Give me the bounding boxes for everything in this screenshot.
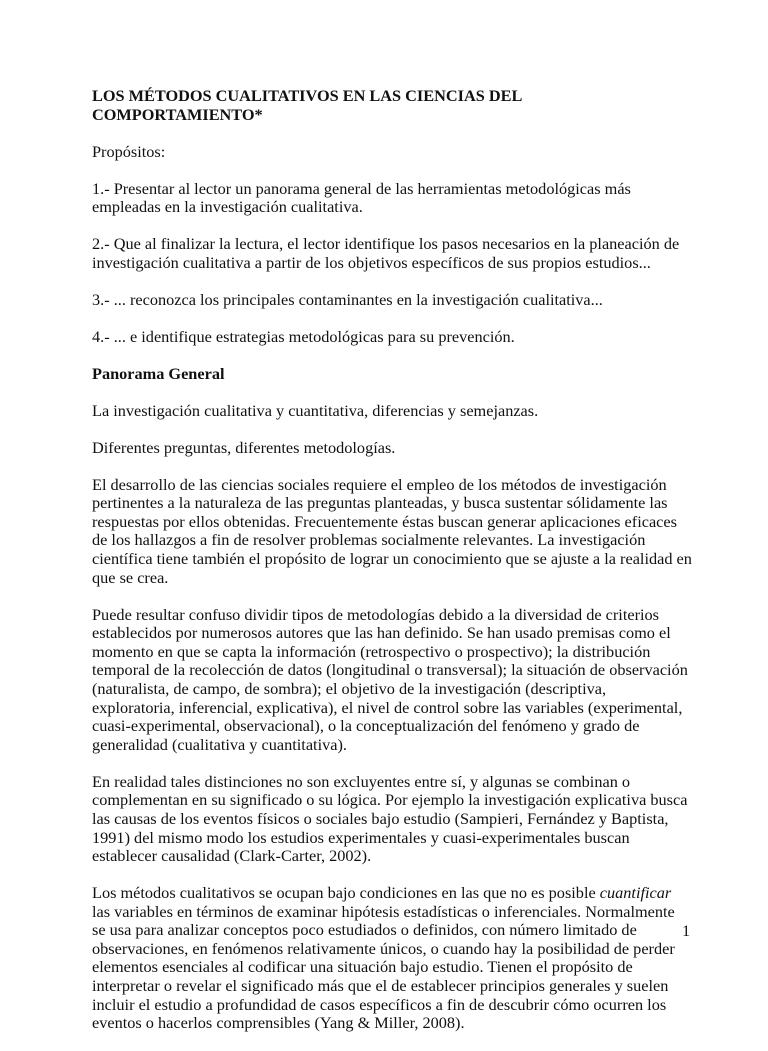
body-paragraph: El desarrollo de las ciencias sociales requiere el empleo de los métodos de investigación pertinentes a la naturaleza de las preguntas planteadas, y busca sustentar sólidamente las respuestas por ellos obtenidas. Frecuentemente éstas buscan generar aplicaciones eficaces de los hallazgos a fin de resolver problemas socialmente relevantes. La investigación científica tiene también el propósito de lograr un conocimiento que se ajuste a la realidad en que se crea. bbox=[92, 474, 692, 587]
purposes-label: Propósitos: bbox=[92, 141, 166, 161]
paragraph-text: las variables en términos de examinar hipótesis estadísticas o inferenciales. Normalmente se usa para analizar conceptos poco estudiados o definidos, con número limitado de observaciones, en fenómenos relativamente únicos, o cuando hay la posibilidad de perder elementos esenciales al codificar una situación bajo estudio. Tienen el propósito de interpretar o revelar el significado más que el de establecer principios generales y suelen incluir el estudio a profundidad de casos específicos a fin de descubrir cómo ocurren los eventos o hacerlos comprensibles (Yang & Miller, 2008). bbox=[92, 901, 675, 1033]
section-heading: Panorama General bbox=[92, 363, 225, 383]
purpose-item: 4.- ... e identifique estrategias metodológicas para su prevención. bbox=[92, 326, 515, 346]
body-paragraph bbox=[92, 884, 692, 1033]
subheading: Diferentes preguntas, diferentes metodologías. bbox=[92, 437, 396, 457]
subheading: La investigación cualitativa y cuantitativa, diferencias y semejanzas. bbox=[92, 400, 539, 420]
purpose-item: 3.- ... reconozca los principales contaminantes en la investigación cualitativa... bbox=[92, 289, 603, 309]
page-number: 1 bbox=[682, 921, 691, 940]
body-paragraph: En realidad tales distinciones no son excluyentes entre sí, y algunas se combinan o complementan en su significado o su lógica. Por ejemplo la investigación explicativa busca las causas de los eventos físicos o sociales bajo estudio (Sampieri, Fernández y Baptista, 1991) del mismo modo los estudios experimentales y cuasi-experimentales buscan establecer causalidad (Clark-Carter, 2002). bbox=[92, 771, 688, 866]
emphasized-word: cuantificar bbox=[599, 883, 672, 903]
body-paragraph: Puede resultar confuso dividir tipos de metodologías debido a la diversidad de criterios establecidos por numerosos autores que las han definido. Se han usado premisas como el momento en que se capta la información (retrospectivo o prospectivo); la distribución temporal de la recolección de datos (longitudinal o transversal); la situación de observación (naturalista, de campo, de sombra); el objetivo de la investigación (descriptiva, exploratoria, inferencial, explicativa), el nivel de control sobre las variables (experimental, cuasi-experimental, observacional), o la conceptualización del fenómeno y grado de generalidad (cualitativa y cuantitativa). bbox=[92, 604, 688, 754]
purpose-item: 1.- Presentar al lector un panorama general de las herramientas metodológicas más empleadas en la investigación cualitativa. bbox=[92, 178, 631, 217]
page-content bbox=[92, 87, 692, 1051]
paragraph-text: Los métodos cualitativos se ocupan bajo condiciones en las que no es posible bbox=[92, 883, 600, 903]
purpose-item: 2.- Que al finalizar la lectura, el lector identifique los pasos necesarios en la planeación de investigación cualitativa a partir de los objetivos específicos de sus propios estudios... bbox=[92, 234, 680, 272]
document-title: LOS MÉTODOS CUALITATIVOS EN LAS CIENCIAS DEL COMPORTAMIENTO* bbox=[92, 86, 522, 124]
